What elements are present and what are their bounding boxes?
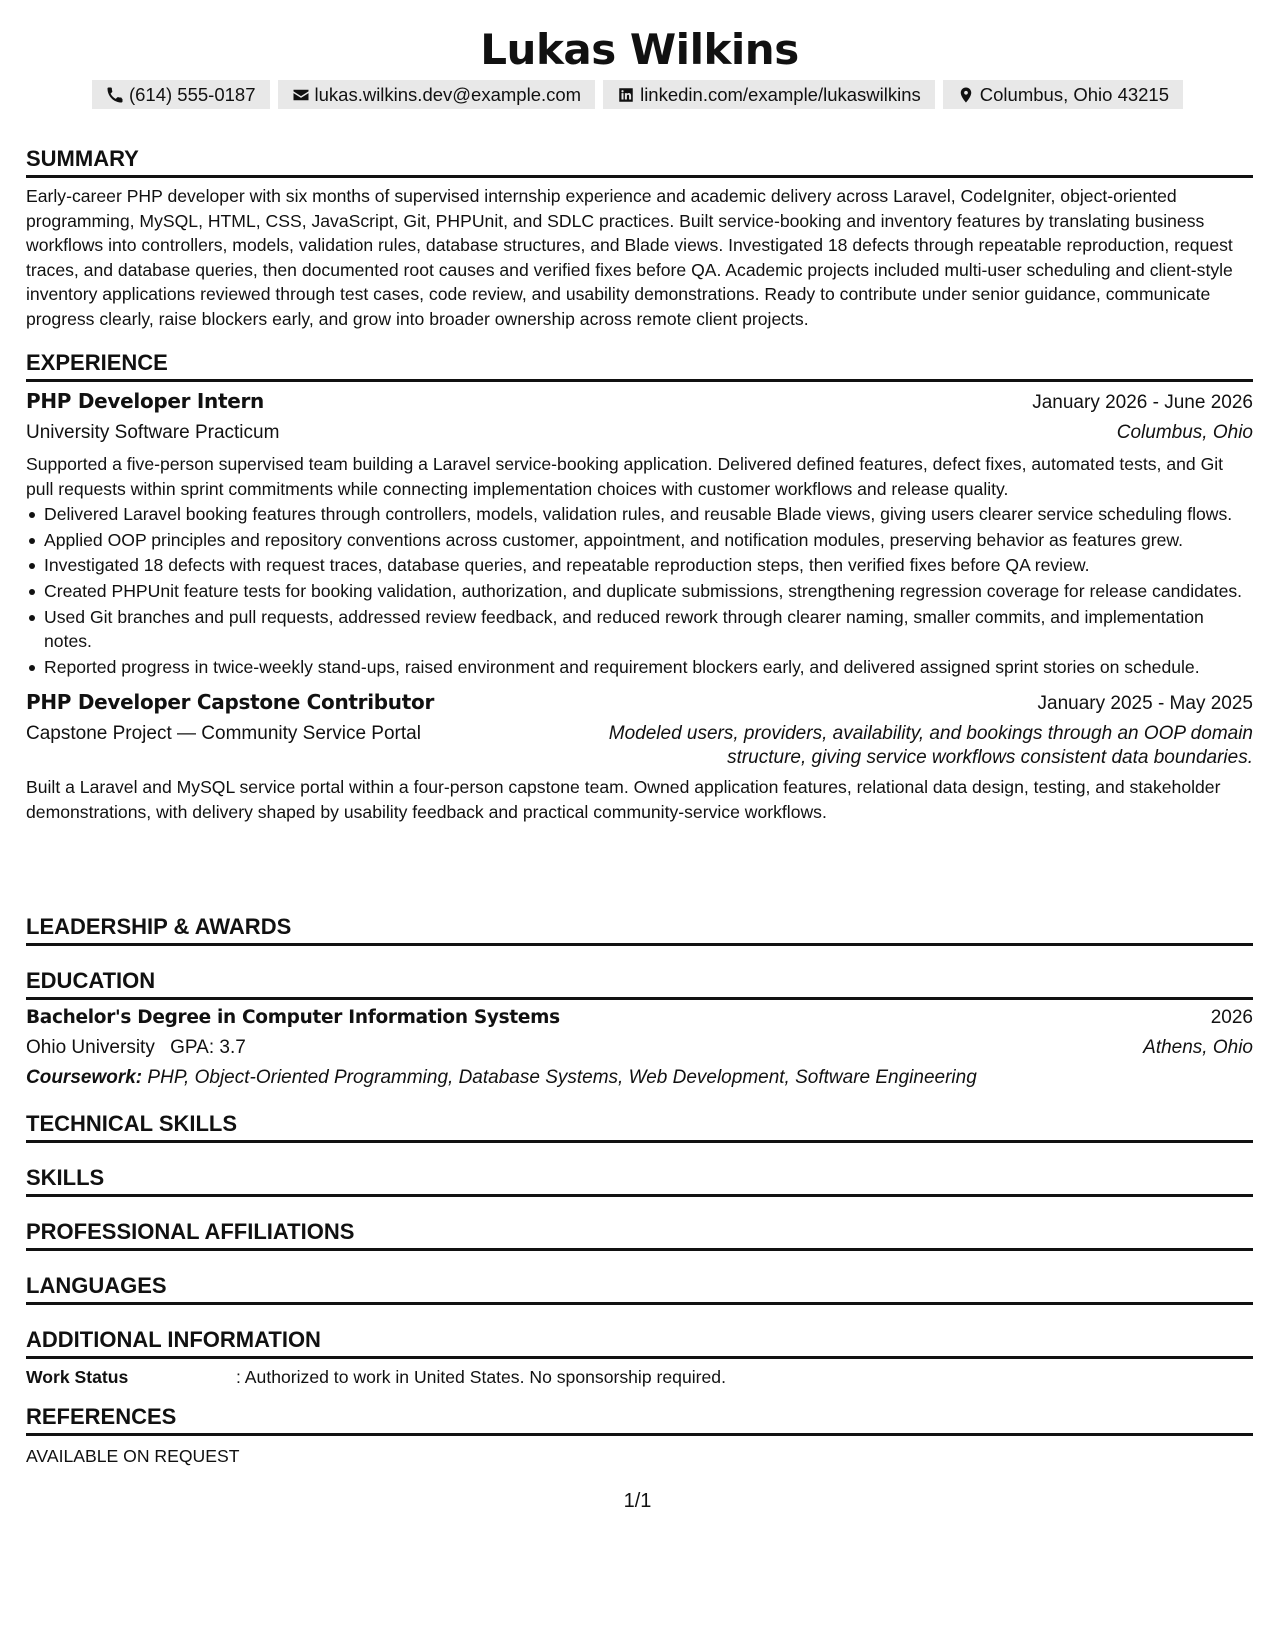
job-entry — [26, 386, 1253, 679]
list-item: Used Git branches and pull requests, addressed review feedback, and reduced rework through clearer naming, smaller commits, and implementation notes. — [26, 605, 1253, 654]
coursework-list: PHP, Object-Oriented Programming, Database Systems, Web Development, Software Engineering — [147, 1067, 977, 1088]
list-item: Created PHPUnit feature tests for booking validation, authorization, and duplicate submissions, strengthening regression coverage for release candidates. — [26, 579, 1253, 604]
references-text: AVAILABLE ON REQUEST — [26, 1446, 240, 1466]
job-description: Built a Laravel and MySQL service portal within a four-person capstone team. Owned application features, relational data design, testing, and stakeholder demonstrations, with delivery shaped by usability feedback and practical community-service workflows. — [26, 777, 1221, 822]
contact-bar — [0, 80, 1275, 109]
list-item: Reported progress in twice-weekly stand-ups, raised environment and requirement blockers early, and delivered assigned sprint stories on schedule. — [26, 655, 1253, 680]
contact-email[interactable] — [278, 80, 596, 109]
work-status-label: Work Status — [26, 1367, 129, 1387]
references-section — [26, 1404, 1253, 1469]
contact-linkedin-text[interactable]: linkedin.com/example/lukaswilkins — [640, 83, 921, 105]
page-number: 1/1 — [623, 1490, 652, 1512]
job-title: PHP Developer Intern — [26, 389, 264, 413]
job-dates: January 2026 - June 2026 — [1032, 392, 1253, 413]
languages-title: LANGUAGES — [26, 1273, 1253, 1305]
job-description: Supported a five-person supervised team building a Laravel service-booking application. Delivered defined features, defect fixes, automated tests, and Git pull requests within sprint commitments while connecting implementation choices with customer workflows and release quality. — [26, 454, 1224, 499]
summary-section — [26, 146, 1253, 332]
linkedin-icon — [617, 86, 635, 104]
job-organization: University Software Practicum — [26, 422, 280, 443]
additional-info-title: ADDITIONAL INFORMATION — [26, 1327, 1253, 1359]
additional-info-section — [26, 1327, 1253, 1389]
education-section — [26, 968, 1253, 1093]
contact-location — [943, 80, 1183, 109]
work-status-value: : Authorized to work in United States. No sponsorship required. — [236, 1367, 726, 1387]
envelope-icon — [292, 86, 310, 104]
experience-section — [26, 350, 1253, 825]
references-title: REFERENCES — [26, 1404, 1253, 1436]
education-title: EDUCATION — [26, 968, 1253, 1000]
affiliations-title: PROFESSIONAL AFFILIATIONS — [26, 1219, 1253, 1251]
job-location: Columbus, Ohio — [1116, 422, 1253, 443]
coursework-label: Coursework: — [26, 1067, 143, 1088]
resume-page — [26, 0, 1253, 1466]
experience-title: EXPERIENCE — [26, 350, 1253, 382]
contact-location-text: Columbus, Ohio 43215 — [979, 83, 1170, 105]
list-item: Investigated 18 defects with request traces, database queries, and repeatable reproduction steps, then verified fixes before QA review. — [26, 553, 1253, 578]
list-item: Delivered Laravel booking features through controllers, models, validation rules, and reusable Blade views, giving users clearer service scheduling flows. — [26, 502, 1253, 527]
job-dates: January 2025 - May 2025 — [1037, 693, 1253, 715]
skills-section — [26, 1165, 1253, 1197]
coursework — [26, 1063, 1253, 1093]
job-organization: Capstone Project — Community Service Portal — [26, 723, 421, 745]
degree-title: Bachelor's Degree in Computer Information Systems — [26, 1007, 560, 1028]
school-name: Ohio University — [26, 1037, 155, 1058]
technical-skills-section — [26, 1111, 1253, 1143]
leadership-title: LEADERSHIP & AWARDS — [26, 914, 1253, 946]
languages-section — [26, 1273, 1253, 1305]
candidate-name: Lukas Wilkins — [480, 25, 799, 74]
map-pin-icon — [957, 86, 975, 104]
contact-email-text[interactable]: lukas.wilkins.dev@example.com — [314, 83, 582, 105]
summary-text: Early-career PHP developer with six months of supervised internship experience and academic delivery across Laravel, CodeIgniter, object-oriented programming, MySQL, HTML, CSS, JavaScript, Git, PHPUnit, and SDLC practices. Built service-booking and inventory features by translating business workflows into controllers, models, validation rules, database structures, and Blade views. Investigated 18 defects through repeatable reproduction, request traces, and database queries, then documented root causes and verified fixes before QA. Academic projects included multi-user scheduling and client-style inventory applications reviewed through test cases, code review, and usability demonstrations. Ready to contribute under senior guidance, communicate progress clearly, raise blockers early, and grow into broader ownership across remote client projects. — [26, 186, 1233, 329]
job-location: Modeled users, providers, availability, and bookings through an OOP domain structure, giving service workflows consistent data boundaries. — [608, 723, 1253, 769]
job-entry — [26, 687, 1253, 824]
gpa: GPA: 3.7 — [170, 1037, 246, 1058]
skills-title: SKILLS — [26, 1165, 1253, 1197]
degree-year: 2026 — [1210, 1007, 1253, 1028]
school-location: Athens, Ohio — [1143, 1037, 1253, 1058]
contact-phone — [92, 80, 270, 109]
list-item: Applied OOP principles and repository conventions across customer, appointment, and notification modules, preserving behavior as features grew. — [26, 528, 1253, 553]
work-status-row — [26, 1365, 1253, 1389]
contact-phone-text: (614) 555-0187 — [128, 83, 256, 105]
contact-linkedin[interactable] — [603, 80, 935, 109]
leadership-section — [26, 914, 1253, 946]
technical-skills-title: TECHNICAL SKILLS — [26, 1111, 1253, 1143]
job-title: PHP Developer Capstone Contributor — [26, 690, 435, 715]
summary-title: SUMMARY — [26, 146, 1253, 178]
job-bullets — [26, 502, 1253, 679]
phone-icon — [106, 86, 124, 104]
affiliations-section — [26, 1219, 1253, 1251]
